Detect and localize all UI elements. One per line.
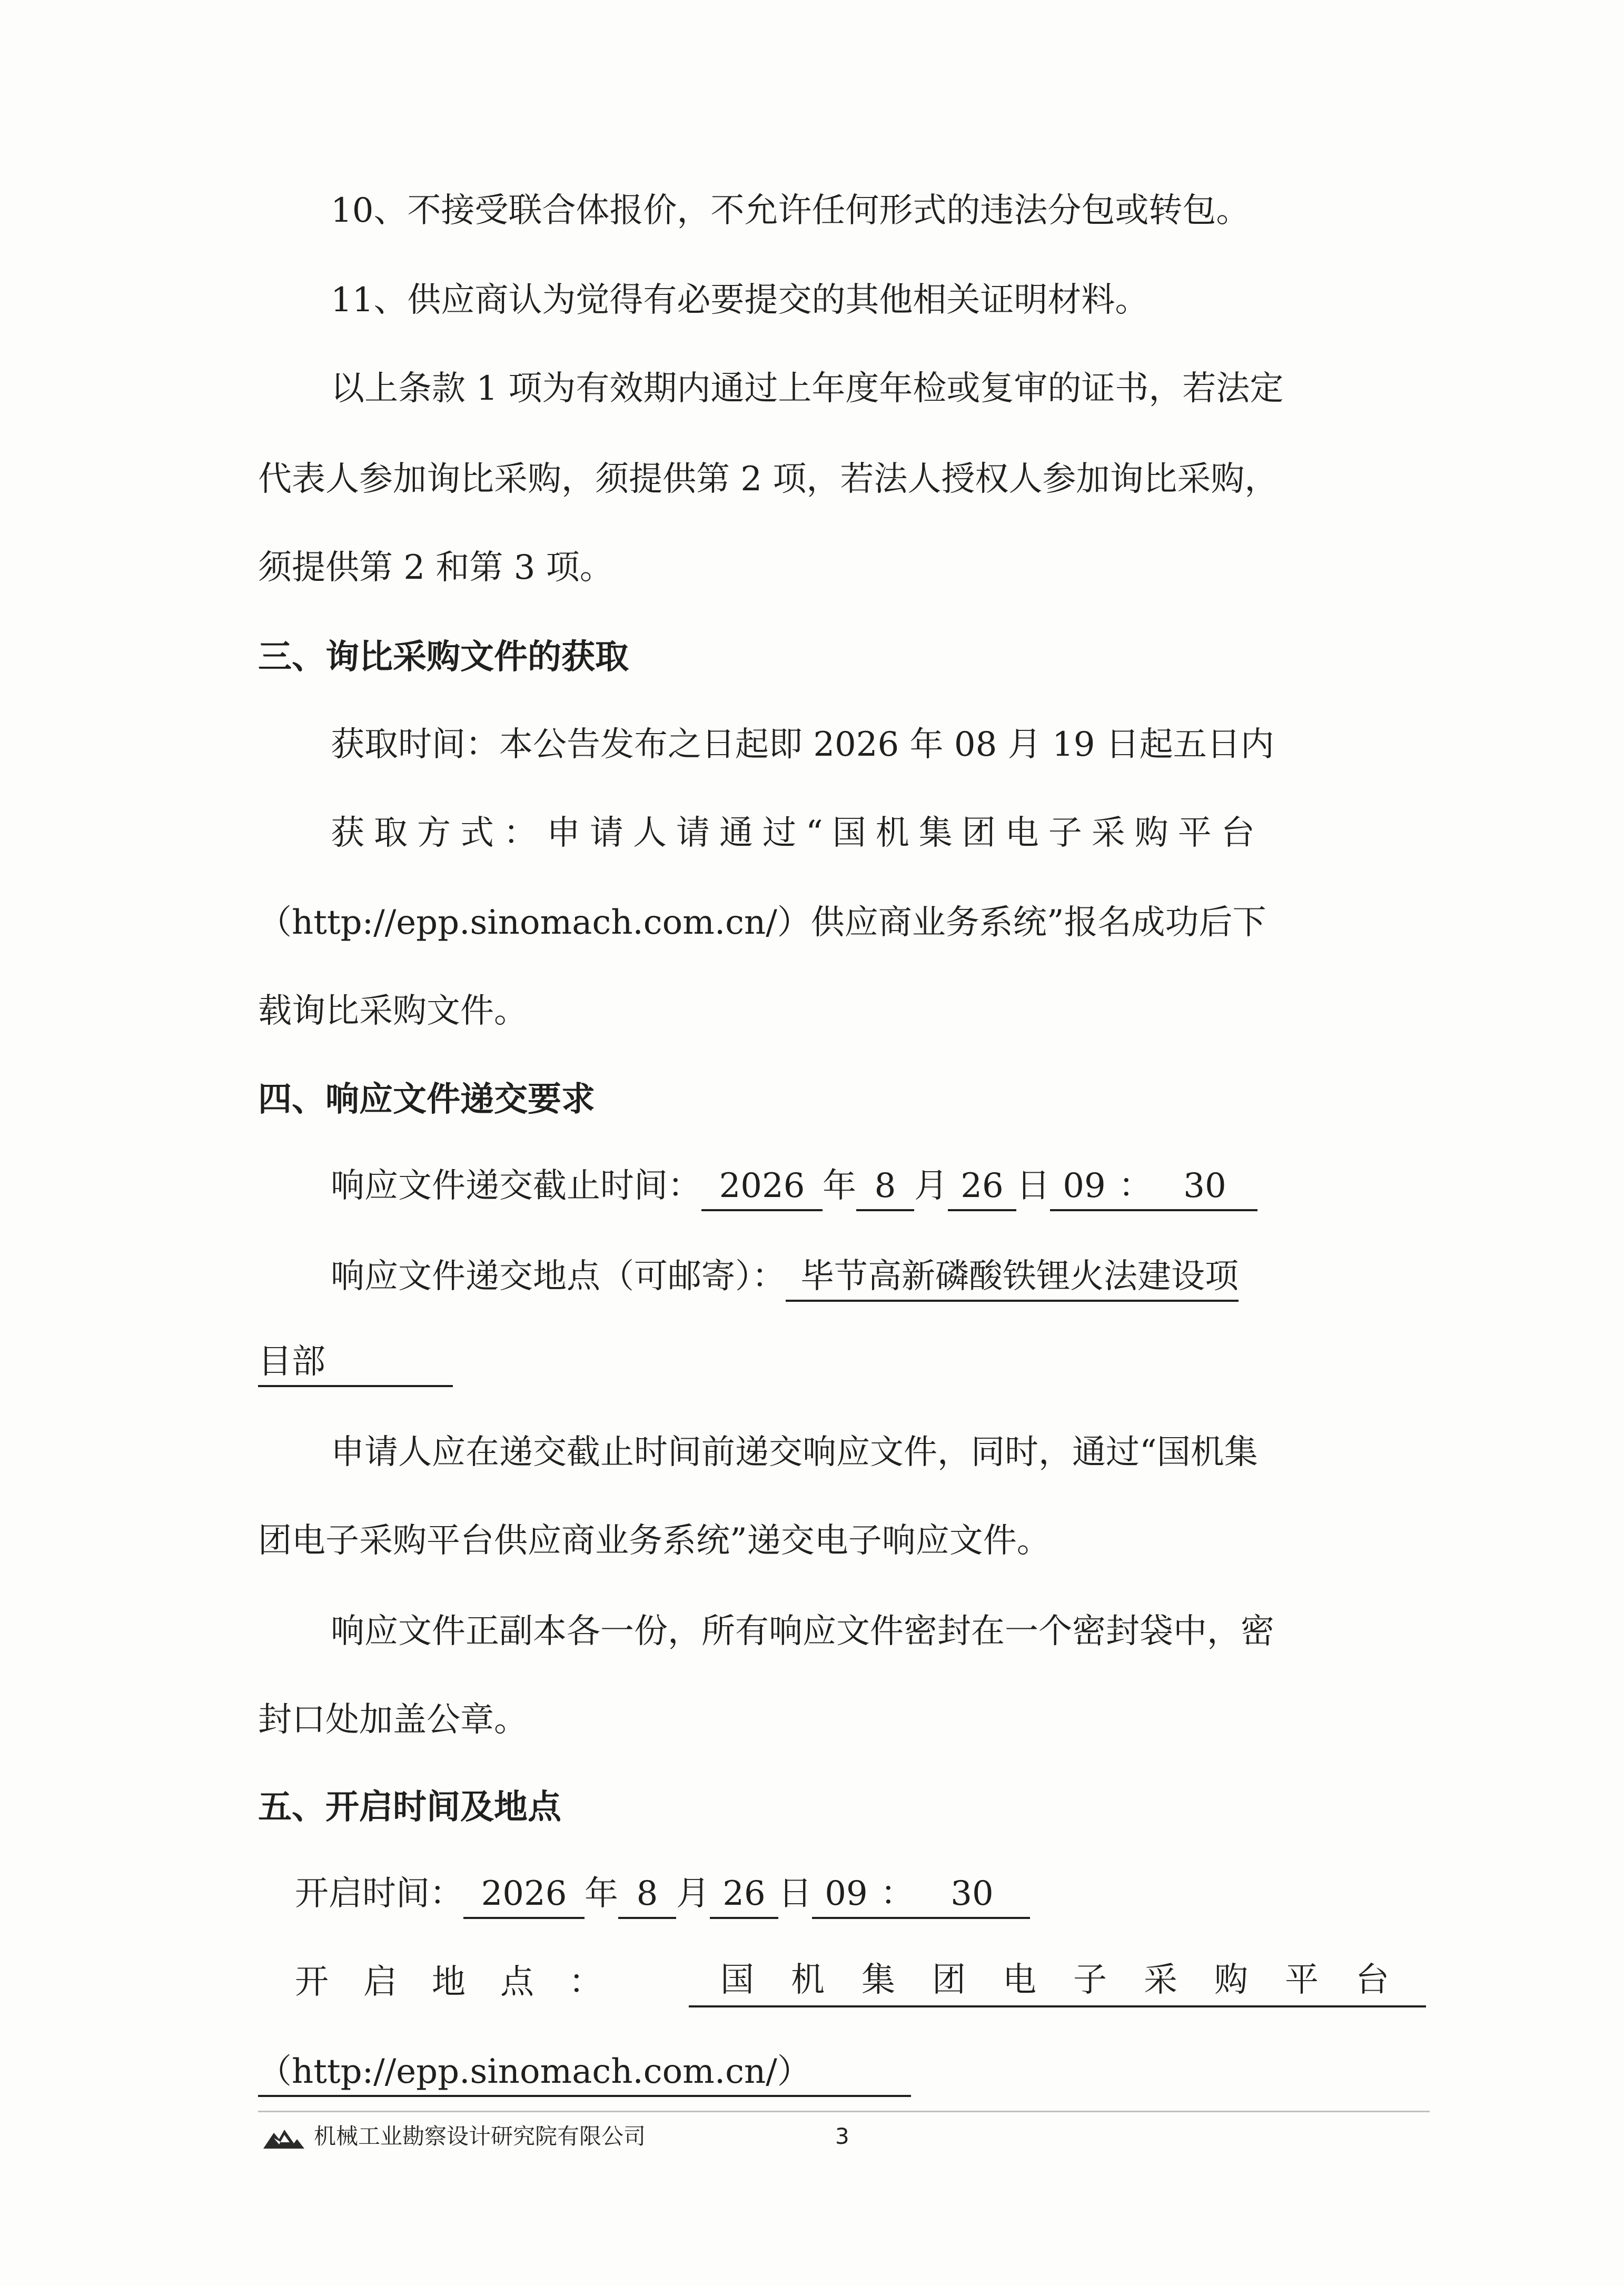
deadline-month-unit: 月: [914, 1166, 948, 1205]
deadline-year-unit: 年: [823, 1166, 856, 1205]
section-5-heading: 五、开启时间及地点: [258, 1787, 561, 1827]
item-11: 11、供应商认为觉得有必要提交的其他相关证明材料。: [331, 281, 1149, 320]
section-3-heading: 三、询比采购文件的获取: [258, 637, 629, 677]
submit-place-value-2: 目部: [258, 1339, 453, 1387]
acquire-method: [331, 808, 1426, 858]
acquire-method-line-2: （http://epp.sinomach.com.cn/）供应商业务系统”报名成功后下: [258, 903, 1266, 942]
open-hour: 09: [812, 1871, 880, 1919]
acquire-time: 获取时间：本公告发布之日起即 2026 年 08 月 19 日起五日内: [331, 725, 1274, 764]
section-4-heading: 四、响应文件递交要求: [258, 1080, 595, 1119]
footer-company: 机械工业勘察设计研究院有限公司: [314, 2123, 646, 2149]
open-year-unit: 年: [585, 1874, 618, 1913]
submit-deadline: [331, 1161, 1257, 1211]
open-place-url: [258, 2046, 911, 2097]
open-place: [295, 1957, 1426, 2007]
submit-deadline-label: 响应文件递交截止时间：: [331, 1166, 701, 1205]
note-line-2: 代表人参加询比采购，须提供第 2 项，若法人授权人参加询比采购，: [258, 460, 1279, 499]
open-year: 2026: [463, 1871, 585, 1919]
submit-place-label: 响应文件递交地点（可邮寄）：: [331, 1257, 786, 1296]
acquire-method-line-3: 载询比采购文件。: [258, 992, 528, 1031]
copies-line-2: 封口处加盖公章。: [258, 1700, 528, 1739]
deadline-month: 8: [856, 1163, 914, 1211]
deadline-day-unit: 日: [1016, 1166, 1050, 1205]
deadline-separator: ：: [1118, 1163, 1152, 1211]
deadline-day: 26: [948, 1163, 1016, 1211]
open-day: 26: [710, 1871, 778, 1919]
footer-divider: [258, 2111, 1430, 2112]
item-10: 10、不接受联合体报价，不允许任何形式的违法分包或转包。: [331, 191, 1250, 230]
copies-line-1: 响应文件正副本各一份，所有响应文件密封在一个密封袋中，密: [331, 1612, 1274, 1651]
open-month-unit: 月: [676, 1874, 710, 1913]
submit-place-line-2: [258, 1337, 453, 1387]
open-place-value: 国机集团电子采购平台: [689, 1957, 1426, 2007]
open-minute: 30: [914, 1871, 1030, 1919]
submit-note-line-2: 团电子采购平台供应商业务系统”递交电子响应文件。: [258, 1521, 1051, 1560]
open-time: [295, 1868, 1030, 1919]
company-logo-icon: [263, 2125, 304, 2150]
open-month: 8: [618, 1871, 676, 1919]
note-line-3: 须提供第 2 和第 3 项。: [258, 548, 613, 587]
deadline-hour: 09: [1050, 1163, 1118, 1211]
submit-note-line-1: 申请人应在递交截止时间前递交响应文件，同时，通过“国机集: [331, 1433, 1258, 1472]
submit-place-value: 毕节高新磷酸铁锂火法建设项: [786, 1253, 1239, 1302]
open-place-url-value: （http://epp.sinomach.com.cn/）: [258, 2049, 911, 2097]
page-number: 3: [835, 2123, 849, 2149]
open-time-label: 开启时间：: [295, 1874, 463, 1913]
open-place-label: 开启地点：: [295, 1963, 637, 2002]
open-day-unit: 日: [778, 1874, 812, 1913]
deadline-year: 2026: [701, 1163, 823, 1211]
note-line-1: 以上条款 1 项为有效期内通过上年度年检或复审的证书，若法定: [331, 369, 1284, 408]
open-separator: ：: [880, 1871, 914, 1919]
acquire-method-text: 获取方式：申请人请通过“国机集团电子采购平台: [331, 814, 1264, 853]
submit-place: [331, 1251, 1239, 1302]
deadline-minute: 30: [1152, 1163, 1257, 1211]
